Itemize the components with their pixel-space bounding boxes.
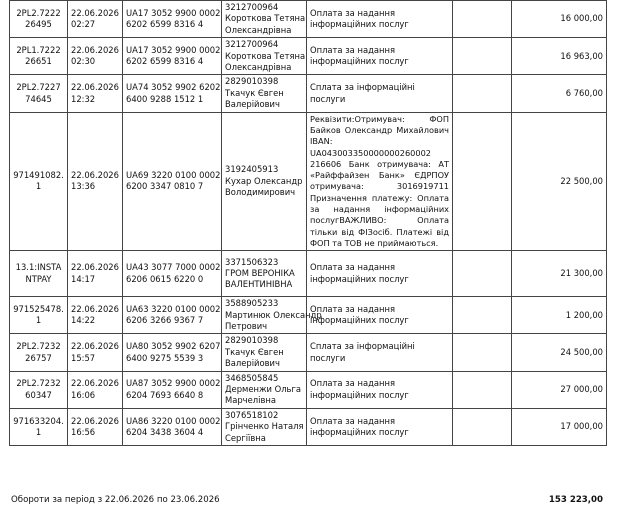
transaction-ref: 2PL2.7222	[16, 7, 61, 18]
payer-line: Марчелівна	[225, 395, 276, 406]
transaction-ref: 971525478.	[13, 303, 64, 314]
payment-purpose: Оплата за надання інформаційних послуг	[310, 378, 409, 400]
payer-line: Кухар Олександр	[225, 175, 303, 186]
transaction-date: 16:06	[71, 389, 96, 400]
account-iban: UA17 3052 9900 0002	[126, 44, 221, 55]
period-turnover	[11, 495, 603, 511]
account-cell	[123, 1, 222, 38]
transaction-ref: 1	[35, 426, 42, 437]
payer-line: 3192405913	[225, 164, 279, 175]
transaction-ref-cell	[10, 38, 68, 75]
payer-line: 3588905233	[225, 298, 279, 309]
payer-cell	[222, 75, 307, 112]
account-iban: 6204 3438 3604 4	[126, 426, 204, 437]
transaction-ref: 74645	[25, 93, 52, 104]
transaction-date: 15:57	[71, 352, 96, 363]
debit-cell	[453, 334, 512, 371]
date-cell	[68, 297, 123, 334]
transaction-date: 13:36	[71, 181, 96, 192]
credit-cell: 16 963,00	[512, 38, 607, 75]
transaction-date: 22.06.2026	[71, 378, 119, 389]
purpose-cell	[307, 75, 453, 112]
credit-cell: 17 000,00	[512, 408, 607, 445]
transaction-ref-cell	[10, 75, 68, 112]
account-cell	[123, 38, 222, 75]
payer-cell	[222, 334, 307, 371]
account-cell	[123, 408, 222, 445]
payer-line: 3212700964	[225, 39, 279, 50]
payment-purpose: Оплата за надання інформаційних послуг	[310, 303, 409, 326]
credit-cell: 22 500,00	[512, 112, 607, 251]
payment-purpose: Оплата за надання інформаційних послуг	[310, 262, 409, 284]
payer-line: Мартинюк Олександр	[225, 309, 322, 320]
table-row	[10, 408, 607, 445]
transaction-date: 14:22	[71, 315, 96, 326]
account-iban: 6204 7693 6640 8	[126, 389, 204, 400]
debit-cell	[453, 297, 512, 334]
payer-cell	[222, 251, 307, 297]
payment-purpose: Сплата за інформаційні послуги	[310, 82, 415, 104]
account-iban: UA80 3052 9902 6207	[126, 341, 221, 352]
transaction-ref-cell	[10, 251, 68, 297]
table-row	[10, 1, 607, 38]
payer-line: ГРОМ ВЕРОНІКА	[225, 268, 295, 279]
payer-line: Короткова Тетяна	[225, 50, 306, 61]
transaction-ref: 60347	[25, 389, 52, 400]
payer-line: 2829010398	[225, 335, 279, 346]
payer-line: Короткова Тетяна	[225, 13, 306, 24]
account-iban: UA86 3220 0100 0002	[126, 415, 221, 426]
account-iban: 6200 3347 0810 7	[126, 181, 204, 192]
date-cell	[68, 38, 123, 75]
account-iban: 6206 3266 9367 7	[126, 315, 204, 326]
transaction-date: 22.06.2026	[71, 415, 119, 426]
table-row	[10, 112, 607, 251]
date-cell	[68, 75, 123, 112]
transaction-ref-cell	[10, 1, 68, 38]
transaction-ref: 13.1:INSTA	[15, 262, 62, 273]
credit-cell: 1 200,00	[512, 297, 607, 334]
payer-cell	[222, 1, 307, 38]
payer-cell	[222, 112, 307, 251]
payer-cell	[222, 297, 322, 334]
payer-line: Дерменжи Ольга	[225, 384, 302, 395]
transaction-date: 14:17	[71, 273, 96, 284]
payer-line: Сергіївна	[225, 432, 266, 443]
payer-line: 3076518102	[225, 409, 279, 420]
account-iban: 6202 6599 8316 4	[126, 19, 204, 30]
account-iban: 6400 9288 1512 1	[126, 93, 204, 104]
payer-line: Петрович	[225, 321, 268, 332]
payer-line: Грінченко Наталя	[225, 421, 304, 432]
purpose-cell	[307, 408, 453, 445]
transaction-date: 22.06.2026	[71, 44, 119, 55]
transaction-ref: 2PL2.7232	[16, 378, 61, 389]
payer-line: 3371506323	[225, 256, 279, 267]
account-cell	[123, 371, 222, 408]
transaction-ref-cell	[10, 371, 68, 408]
payment-purpose: Оплата за надання інформаційних послуг	[310, 415, 409, 437]
debit-cell	[453, 38, 512, 75]
date-cell	[68, 408, 123, 445]
turnover-label: Обороти за період з 22.06.2026 по 23.06.2026	[11, 495, 220, 505]
account-iban: 6202 6599 8316 4	[126, 56, 204, 67]
transaction-ref-cell	[10, 297, 68, 334]
account-iban: UA17 3052 9900 0002	[126, 7, 221, 18]
transaction-date: 22.06.2026	[71, 262, 119, 273]
payer-line: ВАЛЕНТИНІВНА	[225, 279, 293, 290]
transaction-ref-cell	[10, 112, 68, 251]
statement-table	[9, 0, 607, 446]
debit-cell	[453, 251, 512, 297]
transaction-ref: 26651	[25, 56, 52, 67]
purpose-cell	[307, 1, 453, 38]
table-row	[10, 75, 607, 112]
purpose-cell	[307, 251, 453, 297]
transaction-ref: 971633204.	[13, 415, 64, 426]
transaction-date: 22.06.2026	[71, 82, 119, 93]
date-cell	[68, 112, 123, 251]
payment-purpose: Сплата за інформаційні послуги	[310, 341, 415, 363]
payer-cell	[222, 371, 307, 408]
credit-cell: 6 760,00	[512, 75, 607, 112]
payer-line: Валерійович	[225, 99, 280, 110]
date-cell	[68, 334, 123, 371]
payer-line: Олександрівна	[225, 62, 292, 73]
account-iban: UA43 3077 7000 0002	[126, 262, 221, 273]
account-cell	[123, 112, 222, 251]
transaction-ref: 26757	[25, 352, 52, 363]
turnover-amount: 153 223,00	[548, 495, 603, 505]
payer-cell	[222, 38, 307, 75]
account-cell	[123, 297, 222, 334]
transaction-date: 02:27	[71, 19, 96, 30]
table-row	[10, 334, 607, 371]
transaction-ref: 2PL2.7232	[16, 341, 61, 352]
purpose-cell	[307, 371, 453, 408]
account-iban: UA69 3220 0100 0002	[126, 170, 221, 181]
account-iban: UA87 3052 9900 0002	[126, 378, 221, 389]
account-iban: UA63 3220 0100 0002	[126, 303, 221, 314]
account-iban: UA74 3052 9902 6202	[126, 82, 221, 93]
transaction-date: 22.06.2026	[71, 303, 119, 314]
account-cell	[123, 251, 222, 297]
table-row	[10, 371, 607, 408]
table-row	[10, 251, 607, 297]
debit-cell	[453, 112, 512, 251]
date-cell	[68, 371, 123, 408]
debit-cell	[453, 1, 512, 38]
credit-cell: 27 000,00	[512, 371, 607, 408]
transaction-date: 02:30	[71, 56, 96, 67]
payer-line: 3468505845	[225, 372, 279, 383]
transaction-ref: 2PL1.7222	[16, 44, 61, 55]
payment-purpose: Реквізити:Отримувач: ФОП Байков Олександр Михайлович IBAN: UA043003350000000260002 216606 Банк отримувача: АТ «Райффайзен Банк» ЄДРПОУ отримувача: 3016919711 Призначення платежу: Оплата за надання інформаційних послугВАЖЛИВО: Оплата тільки від ФІЗосіб. Платежі від ФОП та ТОВ не приймаються.	[310, 113, 449, 248]
purpose-cell	[307, 112, 453, 251]
account-cell	[123, 334, 222, 371]
payer-line: Олександрівна	[225, 24, 292, 35]
payment-purpose: Оплата за надання інформаційних послуг	[310, 7, 409, 30]
account-cell	[123, 75, 222, 112]
date-cell	[68, 1, 123, 38]
transaction-ref: NTPAY	[25, 273, 52, 284]
payer-line: 3212700964	[225, 2, 279, 12]
debit-cell	[453, 408, 512, 445]
payer-cell	[222, 408, 307, 445]
account-iban: 6206 0615 6220 0	[126, 273, 204, 284]
purpose-cell	[307, 38, 453, 75]
debit-cell	[453, 371, 512, 408]
transaction-ref: 1	[35, 315, 42, 326]
transaction-date: 12:32	[71, 93, 96, 104]
transaction-ref: 26495	[25, 19, 52, 30]
purpose-cell	[307, 297, 453, 334]
payer-line: 2829010398	[225, 76, 279, 87]
purpose-cell	[307, 334, 453, 371]
payer-line: Ткачук Євген	[225, 346, 284, 357]
credit-cell: 24 500,00	[512, 334, 607, 371]
transaction-date: 22.06.2026	[71, 341, 119, 352]
transaction-date: 16:56	[71, 426, 96, 437]
payer-line: Ткачук Євген	[225, 87, 284, 98]
transaction-date: 22.06.2026	[71, 170, 119, 181]
table-row	[10, 38, 607, 75]
payment-purpose: Оплата за надання інформаційних послуг	[310, 44, 409, 67]
payer-line: Володимирович	[225, 187, 296, 198]
credit-cell: 21 300,00	[512, 251, 607, 297]
credit-cell: 16 000,00	[512, 1, 607, 38]
transaction-ref: 1	[35, 181, 42, 192]
transaction-date: 22.06.2026	[71, 7, 119, 18]
date-cell	[68, 251, 123, 297]
debit-cell	[453, 75, 512, 112]
payer-line: Валерійович	[225, 358, 280, 369]
transaction-ref: 971491082.	[13, 170, 64, 181]
table-row	[10, 297, 607, 334]
transaction-ref-cell	[10, 408, 68, 445]
account-iban: 6400 9275 5539 3	[126, 352, 204, 363]
transaction-ref-cell	[10, 334, 68, 371]
statement-body	[10, 0, 607, 446]
transaction-ref: 2PL2.7227	[16, 82, 61, 93]
